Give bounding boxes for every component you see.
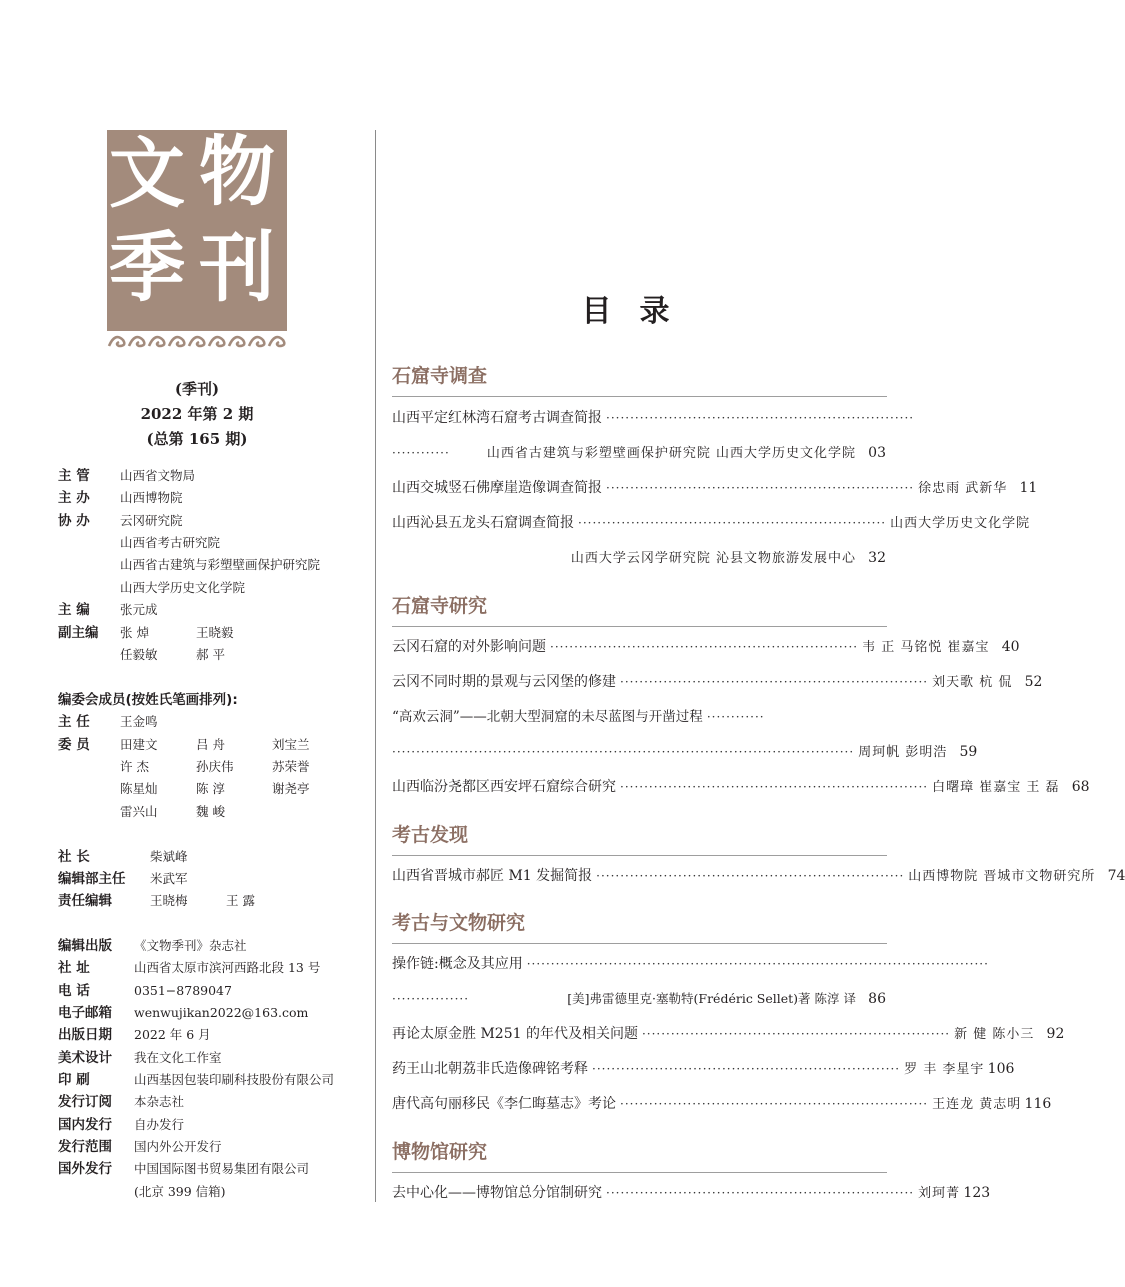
journal-frequency: (季刊) bbox=[174, 380, 220, 398]
publisher-label: 编辑出版 bbox=[58, 938, 112, 954]
member: 魏 峻 bbox=[196, 804, 225, 819]
abroad-value: 中国国际图书贸易集团有限公司 bbox=[134, 1161, 310, 1176]
deputy-label: 副主编 bbox=[58, 625, 99, 641]
entry-page: 68 bbox=[1071, 779, 1090, 795]
logo-char-4: 刊 bbox=[199, 223, 275, 312]
member: 陈 淳 bbox=[196, 781, 225, 796]
dept-head-value: 米武军 bbox=[150, 871, 188, 886]
co-sponsor-label: 协 办 bbox=[58, 513, 90, 529]
resp-editor-2: 王 露 bbox=[226, 893, 255, 908]
issue-number: 2022 年第 2 期 bbox=[140, 405, 254, 423]
entry-title: 操作链:概念及其应用 bbox=[392, 956, 523, 972]
leader-dots: ············ bbox=[706, 710, 765, 724]
toc-title: 目录 bbox=[581, 294, 698, 329]
subscribe-label: 发行订阅 bbox=[58, 1094, 112, 1110]
deputy-3: 任毅敏 bbox=[120, 647, 158, 662]
total-issue-number: (总第 165 期) bbox=[146, 430, 248, 448]
entry-title: 云冈石窟的对外影响问题 bbox=[392, 639, 546, 655]
toc-entry[interactable] bbox=[392, 864, 1125, 888]
leader-dots: ································································ bbox=[620, 780, 929, 794]
entry-title: 山西交城竖石佛摩崖造像调查简报 bbox=[392, 480, 602, 496]
member: 许 杰 bbox=[120, 759, 149, 774]
logo-char-1: 文 bbox=[109, 129, 185, 218]
director-label: 主 任 bbox=[58, 714, 90, 730]
entry-authors: 刘珂菁 bbox=[918, 1186, 961, 1201]
toc-entry-continued[interactable] bbox=[392, 740, 978, 764]
toc-section bbox=[392, 909, 887, 945]
entry-title: 山西省晋城市郝匠 M1 发掘简报 bbox=[392, 868, 593, 884]
entry-title: 再论太原金胜 M251 的年代及相关问题 bbox=[392, 1026, 638, 1042]
sponsor-value: 山西博物院 bbox=[120, 490, 183, 505]
resp-editor-label: 责任编辑 bbox=[58, 893, 112, 909]
toc-entry-continued[interactable] bbox=[392, 441, 886, 465]
section-heading: 石窟寺调查 bbox=[392, 365, 488, 387]
member: 陈星灿 bbox=[120, 781, 158, 796]
toc-entry[interactable] bbox=[392, 1181, 991, 1205]
entry-authors: [美]弗雷德里克·塞勒特(Frédéric Sellet)著 陈淳 译 bbox=[567, 991, 856, 1006]
column-divider bbox=[375, 130, 376, 1202]
entry-title: 药王山北朝荔非氏造像碑铭考释 bbox=[392, 1061, 588, 1077]
entry-title: 去中心化——博物馆总分馆制研究 bbox=[392, 1185, 602, 1201]
toc-section bbox=[392, 362, 887, 398]
section-rule bbox=[392, 626, 887, 627]
toc-entry[interactable] bbox=[392, 705, 886, 729]
member: 孙庆伟 bbox=[196, 759, 234, 774]
deputy-4: 郝 平 bbox=[196, 647, 225, 662]
journal-logo bbox=[107, 127, 287, 352]
phone-label: 电 话 bbox=[58, 983, 90, 999]
leader-dots: ································································ bbox=[606, 1186, 915, 1200]
design-value: 我在文化工作室 bbox=[134, 1050, 222, 1065]
member: 吕 舟 bbox=[196, 737, 225, 752]
logo-char-2: 物 bbox=[199, 127, 275, 216]
toc-entry[interactable] bbox=[392, 775, 1090, 799]
entry-page: 106 bbox=[987, 1061, 1015, 1077]
entry-authors: 山西大学云冈学研究院 沁县文物旅游发展中心 bbox=[570, 551, 856, 566]
entry-authors: 山西大学历史文化学院 bbox=[890, 516, 1031, 531]
section-rule bbox=[392, 1172, 887, 1173]
toc-section bbox=[392, 821, 887, 857]
member: 苏荣誉 bbox=[272, 759, 310, 774]
supervisor-label: 主 管 bbox=[58, 468, 90, 484]
domestic-label: 国内发行 bbox=[58, 1117, 112, 1133]
entry-authors: 山西省古建筑与彩塑壁画保护研究院 山西大学历史文化学院 bbox=[486, 446, 856, 461]
abroad-label: 国外发行 bbox=[58, 1161, 112, 1177]
member: 谢尧亭 bbox=[272, 781, 310, 796]
supervisor-value: 山西省文物局 bbox=[120, 468, 196, 483]
resp-editor-1: 王晓梅 bbox=[150, 893, 188, 908]
leader-dots: ································································ bbox=[606, 481, 915, 495]
president-label: 社 长 bbox=[58, 849, 90, 865]
toc-entry[interactable] bbox=[392, 1057, 1015, 1081]
co-sponsor-4: 山西大学历史文化学院 bbox=[120, 580, 246, 595]
entry-page: 86 bbox=[868, 991, 886, 1007]
toc-section bbox=[392, 592, 887, 628]
address-value: 山西省太原市滨河西路北段 13 号 bbox=[134, 960, 321, 975]
date-value: 2022 年 6 月 bbox=[134, 1027, 211, 1042]
entry-page: 40 bbox=[1001, 639, 1020, 655]
entry-title: 山西沁县五龙头石窟调查简报 bbox=[392, 515, 574, 531]
board-heading: 编委会成员(按姓氏笔画排列): bbox=[58, 692, 238, 708]
subscribe-value: 本杂志社 bbox=[134, 1094, 185, 1109]
leader-dots: ················ bbox=[392, 992, 470, 1006]
co-sponsor-1: 云冈研究院 bbox=[120, 513, 183, 528]
section-heading: 考古与文物研究 bbox=[392, 912, 526, 934]
print-value: 山西基因包装印刷科技股份有限公司 bbox=[134, 1072, 335, 1087]
toc-entry[interactable] bbox=[392, 1022, 1065, 1046]
co-sponsor-2: 山西省考古研究院 bbox=[120, 535, 221, 550]
entry-title: “高欢云洞”——北朝大型洞窟的未尽蓝图与开凿过程 bbox=[392, 709, 703, 725]
leader-dots: ································································ bbox=[592, 1062, 901, 1076]
entry-authors: 罗 丰 李星宇 bbox=[904, 1062, 985, 1077]
section-rule bbox=[392, 396, 887, 397]
entry-page: 92 bbox=[1046, 1026, 1065, 1042]
leader-dots: ································································ bbox=[606, 411, 915, 425]
deputy-1: 张 焯 bbox=[120, 625, 149, 640]
toc-section bbox=[392, 1138, 887, 1174]
entry-authors: 徐忠雨 武新华 bbox=[918, 481, 1008, 496]
entry-authors: 白曙璋 崔嘉宝 王 磊 bbox=[932, 780, 1060, 795]
domestic-value: 自办发行 bbox=[134, 1117, 185, 1132]
print-label: 印 刷 bbox=[58, 1072, 90, 1088]
leader-dots: ································································ bbox=[578, 516, 887, 530]
entry-title: 唐代高句丽移民《李仁晦墓志》考论 bbox=[392, 1096, 616, 1112]
toc-entry-continued[interactable] bbox=[392, 987, 886, 1011]
toc-entry[interactable] bbox=[392, 1092, 1052, 1116]
leader-dots: ································································ bbox=[550, 640, 859, 654]
entry-page: 32 bbox=[868, 550, 886, 566]
publisher-value: 《文物季刊》杂志社 bbox=[134, 938, 247, 953]
entry-page: 116 bbox=[1024, 1096, 1052, 1112]
toc-entry[interactable] bbox=[392, 635, 1020, 659]
entry-authors: 韦 正 马铭悦 崔嘉宝 bbox=[862, 640, 990, 655]
dept-head-label: 编辑部主任 bbox=[58, 871, 126, 887]
entry-authors: 周珂帆 彭明浩 bbox=[858, 745, 948, 760]
section-rule bbox=[392, 855, 887, 856]
co-sponsor-3: 山西省古建筑与彩塑壁画保护研究院 bbox=[120, 557, 321, 572]
entry-title: 山西临汾尧都区西安坪石窟综合研究 bbox=[392, 779, 616, 795]
toc-entry[interactable] bbox=[392, 511, 1031, 535]
abroad-box: (北京 399 信箱) bbox=[134, 1184, 226, 1199]
director-value: 王金鸣 bbox=[120, 714, 158, 729]
address-label: 社 址 bbox=[58, 960, 90, 976]
section-rule bbox=[392, 943, 887, 944]
leader-dots: ································································ bbox=[620, 1097, 929, 1111]
sponsor-label: 主 办 bbox=[58, 490, 90, 506]
member: 雷兴山 bbox=[120, 804, 158, 819]
deputy-2: 王晓毅 bbox=[196, 625, 234, 640]
entry-page: 123 bbox=[963, 1185, 991, 1201]
member: 刘宝兰 bbox=[272, 737, 310, 752]
design-label: 美术设计 bbox=[58, 1050, 112, 1066]
email-label: 电子邮箱 bbox=[58, 1005, 112, 1021]
leader-dots: ································································ bbox=[641, 1027, 951, 1041]
members-label: 委 员 bbox=[58, 737, 90, 753]
date-label: 出版日期 bbox=[58, 1027, 112, 1043]
toc-entry[interactable] bbox=[392, 406, 915, 430]
toc-entry-continued[interactable] bbox=[392, 546, 886, 570]
section-heading: 考古发现 bbox=[392, 824, 469, 846]
president-value: 柴斌峰 bbox=[150, 849, 188, 864]
editor-label: 主 编 bbox=[58, 602, 90, 618]
entry-page: 74 bbox=[1107, 868, 1125, 884]
editor-value: 张元成 bbox=[120, 602, 158, 617]
email-value: wenwujikan2022@163.com bbox=[134, 1005, 309, 1020]
member: 田建文 bbox=[120, 737, 158, 752]
entry-page: 11 bbox=[1019, 480, 1038, 496]
leader-dots: ································································ bbox=[596, 869, 905, 883]
section-heading: 博物馆研究 bbox=[392, 1141, 488, 1163]
leader-dots: ································································································ bbox=[526, 957, 989, 971]
leader-dots: ································································ bbox=[620, 675, 929, 689]
leader-dots: ············ bbox=[392, 446, 450, 460]
logo-char-3: 季 bbox=[109, 223, 185, 312]
entry-page: 59 bbox=[959, 744, 978, 760]
toc-entry[interactable] bbox=[392, 476, 1038, 500]
entry-title: 山西平定红林湾石窟考古调查简报 bbox=[392, 410, 602, 426]
toc-entry[interactable] bbox=[392, 952, 989, 976]
entry-page: 03 bbox=[868, 445, 886, 461]
range-value: 国内外公开发行 bbox=[134, 1139, 222, 1154]
phone-value: 0351−8789047 bbox=[134, 983, 232, 998]
entry-authors: 刘天歌 杭 侃 bbox=[932, 675, 1013, 690]
toc-entry[interactable] bbox=[392, 670, 1043, 694]
range-label: 发行范围 bbox=[58, 1139, 112, 1155]
entry-authors: 王连龙 黄志明 bbox=[932, 1097, 1022, 1112]
entry-authors: 山西博物院 晋城市文物研究所 bbox=[908, 869, 1096, 884]
section-heading: 石窟寺研究 bbox=[392, 595, 488, 617]
entry-title: 云冈不同时期的景观与云冈堡的修建 bbox=[392, 674, 616, 690]
entry-authors: 新 健 陈小三 bbox=[954, 1027, 1035, 1042]
wave-pattern-icon bbox=[107, 328, 287, 352]
leader-dots: ································································································ bbox=[392, 745, 855, 759]
entry-page: 52 bbox=[1024, 674, 1043, 690]
